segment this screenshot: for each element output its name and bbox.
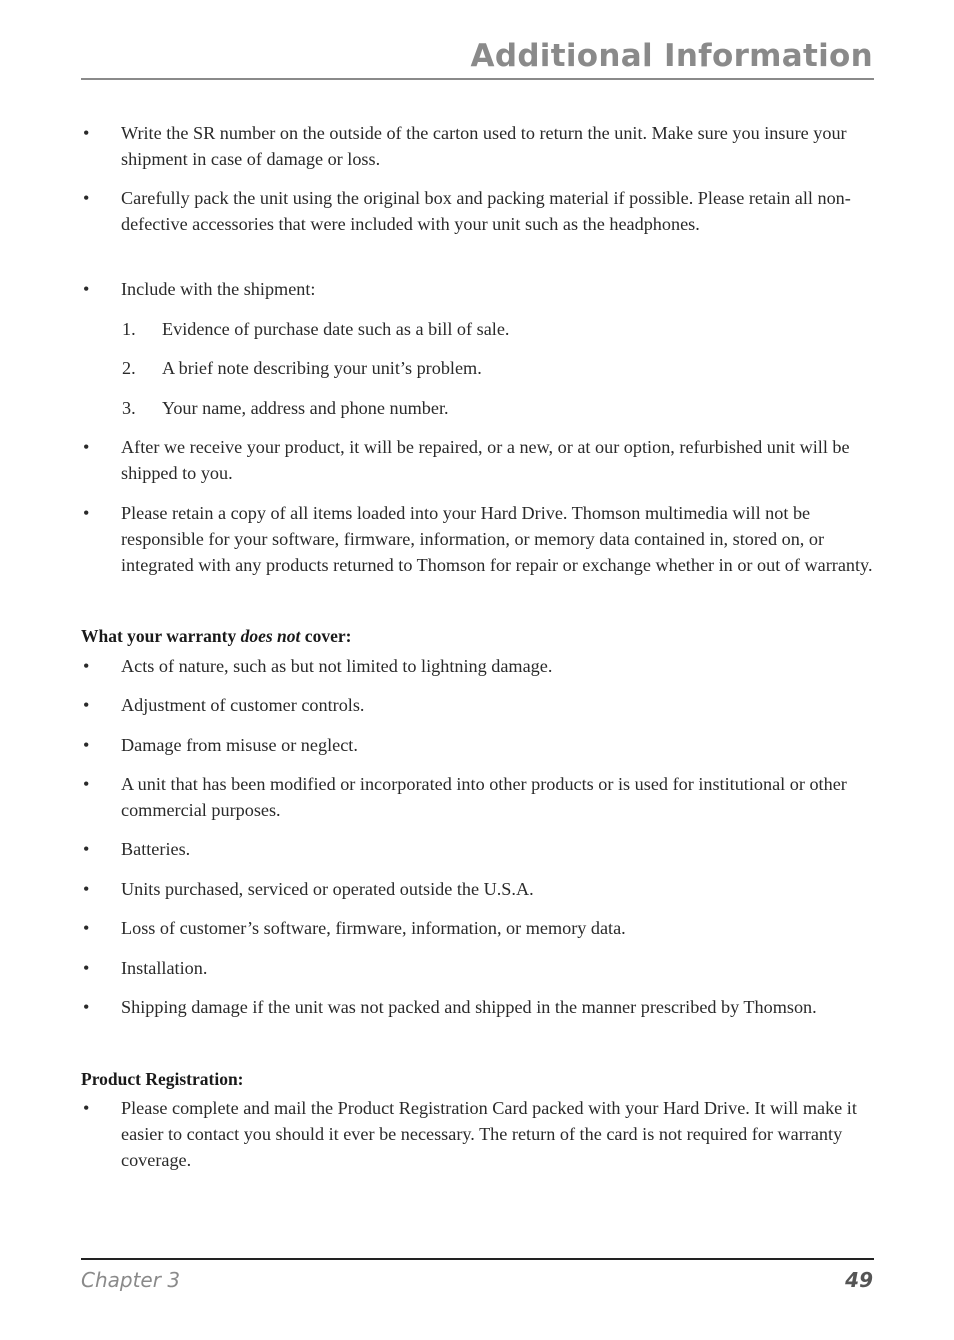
list-item-text: Adjustment of customer controls.	[121, 695, 365, 715]
list-item-text: After we receive your product, it will be repaired, or a new, or at our option, refurbished unit will be shipped to you.	[121, 437, 850, 483]
item-number: 3.	[122, 398, 136, 418]
bullet-marker: •	[83, 879, 90, 899]
section-heading-registration: Product Registration:	[81, 1069, 244, 1089]
list-item-text: Damage from misuse or neglect.	[121, 735, 358, 755]
list-item-text: Please complete and mail the Product Registration Card packed with your Hard Drive. It will make it easier to contact you should it ever be necessary. The return of the card is not required for warranty coverage.	[121, 1098, 857, 1170]
header-divider	[81, 78, 874, 80]
chapter-label: Chapter 3	[81, 1268, 181, 1292]
item-text: A brief note describing your unit’s problem.	[162, 358, 482, 378]
list-item-text: Include with the shipment:	[121, 279, 316, 299]
item-number: 2.	[122, 358, 136, 378]
heading-text: What your warranty	[81, 626, 241, 646]
bullet-marker: •	[83, 958, 90, 978]
list-item-text: Installation.	[121, 958, 208, 978]
bullet-marker: •	[83, 695, 90, 715]
heading-emphasis: does not	[240, 626, 301, 646]
list-item-text: Write the SR number on the outside of the carton used to return the unit. Make sure you insure your shipment in case of damage or loss.	[121, 123, 847, 169]
list-item-text: Batteries.	[121, 839, 191, 859]
bullet-marker: •	[83, 839, 90, 859]
page-number: 49	[845, 1268, 873, 1292]
bullet-marker: •	[83, 279, 90, 299]
list-item-text: Please retain a copy of all items loaded into your Hard Drive. Thomson multimedia will not be responsible for your software, firmware, information, or memory data contained in, stored on, or integrated with any products returned to Thomson for repair or exchange whether in or out of warranty.	[121, 503, 873, 575]
list-item-text: Acts of nature, such as but not limited to lightning damage.	[121, 656, 553, 676]
bullet-marker: •	[83, 735, 90, 755]
page-title: Additional Information	[470, 38, 873, 74]
item-text: Your name, address and phone number.	[162, 398, 449, 418]
section-heading-not-covered	[81, 626, 351, 647]
list-item-text: A unit that has been modified or incorporated into other products or is used for institutional or other commercial purposes.	[121, 774, 847, 820]
list-item-text: Carefully pack the unit using the original box and packing material if possible. Please retain all non-defective accessories that were included with your unit such as the headphones.	[121, 188, 851, 234]
bullet-marker: •	[83, 503, 90, 523]
bullet-marker: •	[83, 918, 90, 938]
bullet-marker: •	[83, 997, 90, 1017]
bullet-marker: •	[83, 437, 90, 457]
list-item-text: Loss of customer’s software, firmware, information, or memory data.	[121, 918, 626, 938]
bullet-marker: •	[83, 1098, 90, 1118]
list-item-text: Shipping damage if the unit was not packed and shipped in the manner prescribed by Thomson.	[121, 997, 817, 1017]
bullet-marker: •	[83, 656, 90, 676]
item-text: Evidence of purchase date such as a bill of sale.	[162, 319, 510, 339]
bullet-marker: •	[83, 188, 90, 208]
bullet-marker: •	[83, 123, 90, 143]
item-number: 1.	[122, 319, 136, 339]
heading-text: cover:	[300, 626, 352, 646]
bullet-marker: •	[83, 774, 90, 794]
footer-divider	[81, 1258, 874, 1260]
list-item-text: Units purchased, serviced or operated outside the U.S.A.	[121, 879, 534, 899]
